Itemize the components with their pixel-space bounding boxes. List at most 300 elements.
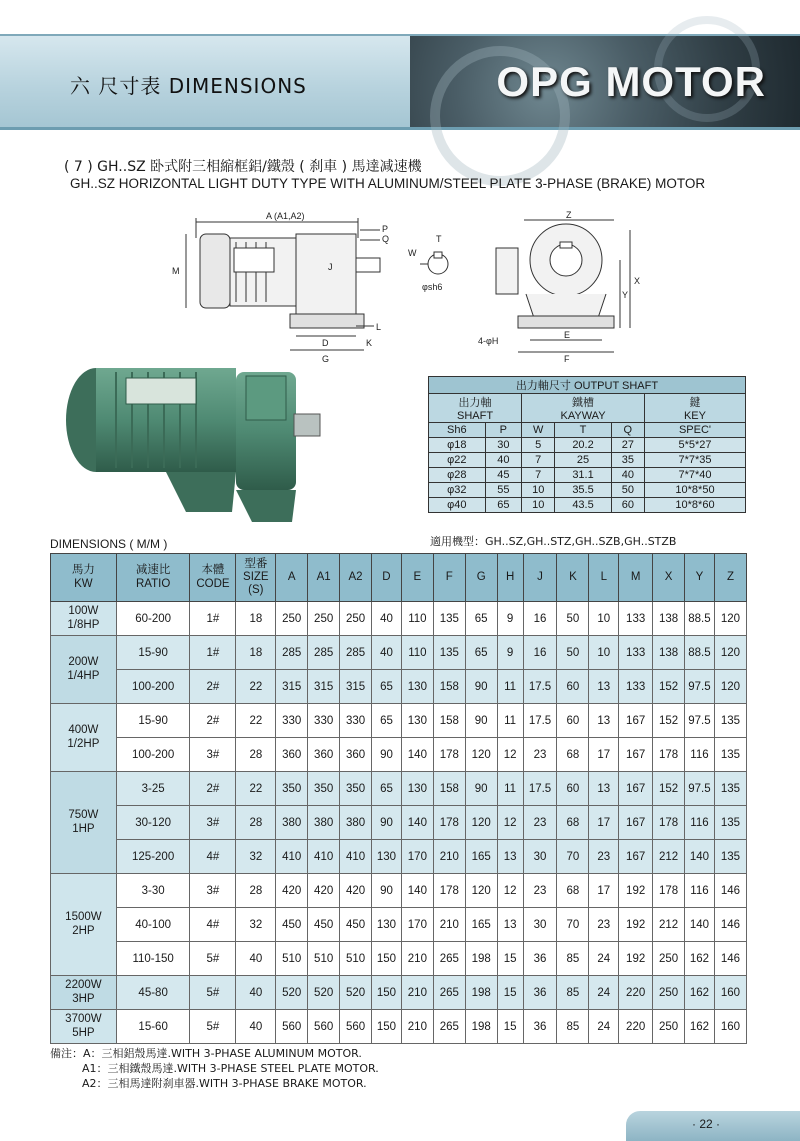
value-cell: 167 (619, 840, 653, 874)
value-cell: 5# (190, 976, 236, 1010)
value-cell: 135 (714, 806, 746, 840)
value-cell: 130 (372, 908, 402, 942)
shaft-col-p: P (485, 423, 521, 438)
kw-cell: 3700W 5HP (51, 1010, 117, 1044)
value-cell: 90 (372, 874, 402, 908)
value-cell: 12 (497, 738, 523, 772)
value-cell: 30 (523, 840, 557, 874)
value-cell: 4# (190, 840, 236, 874)
shaft-row (429, 453, 746, 468)
shaft-cell: 40 (485, 453, 521, 468)
shaft-cell: 25 (555, 453, 611, 468)
header-letter: H (497, 554, 523, 602)
value-cell: 250 (308, 602, 340, 636)
header-letter: F (433, 554, 465, 602)
value-cell: 15 (497, 1010, 523, 1044)
dimensions-table (50, 553, 747, 1044)
value-cell: 3# (190, 738, 236, 772)
value-cell: 178 (653, 738, 685, 772)
value-cell: 65 (372, 704, 402, 738)
value-cell: 110 (401, 602, 433, 636)
value-cell: 210 (401, 942, 433, 976)
value-cell: 133 (619, 670, 653, 704)
dim-label-e: E (564, 330, 571, 340)
dim-label-g: G (322, 354, 330, 364)
value-cell: 510 (308, 942, 340, 976)
value-cell: 125-200 (116, 840, 190, 874)
shaft-cell: φ22 (429, 453, 486, 468)
value-cell: 250 (276, 602, 308, 636)
value-cell: 22 (236, 704, 276, 738)
output-shaft-title: 出力軸尺寸 OUTPUT SHAFT (429, 377, 746, 394)
dim-label-k: K (366, 338, 373, 348)
value-cell: 85 (557, 1010, 589, 1044)
value-cell: 120 (465, 874, 497, 908)
value-cell: 28 (236, 874, 276, 908)
header-size: 型番 SIZE (S) (236, 554, 276, 602)
applicable-models: 適用機型：GH..SZ,GH..STZ,GH..SZB,GH..STZB (430, 535, 677, 548)
value-cell: 198 (465, 976, 497, 1010)
value-cell: 70 (557, 908, 589, 942)
value-cell: 130 (401, 772, 433, 806)
value-cell: 40 (372, 636, 402, 670)
subtitle-chinese: ( 7 ) GH..SZ 卧式附三相縮框鋁/鐵殼 ( 刹車 ) 馬達减速機 (64, 159, 422, 175)
value-cell: 350 (308, 772, 340, 806)
kw-cell: 1500W 2HP (51, 874, 117, 976)
value-cell: 13 (589, 704, 619, 738)
value-cell: 198 (465, 942, 497, 976)
value-cell: 17 (589, 806, 619, 840)
table-row (51, 806, 747, 840)
shaft-cell: 7*7*35 (644, 453, 745, 468)
value-cell: 50 (557, 602, 589, 636)
value-cell: 15-90 (116, 636, 190, 670)
value-cell: 135 (714, 840, 746, 874)
table-row (51, 636, 747, 670)
value-cell: 178 (653, 874, 685, 908)
value-cell: 17.5 (523, 772, 557, 806)
header-letter: L (589, 554, 619, 602)
shaft-cell: 40 (611, 468, 644, 483)
value-cell: 12 (497, 874, 523, 908)
value-cell: 18 (236, 602, 276, 636)
dim-label-z: Z (566, 210, 572, 220)
value-cell: 116 (685, 874, 715, 908)
value-cell: 13 (589, 670, 619, 704)
value-cell: 9 (497, 636, 523, 670)
header-letter: E (401, 554, 433, 602)
shaft-cell: 45 (485, 468, 521, 483)
shaft-cell: 60 (611, 498, 644, 513)
value-cell: 100-200 (116, 738, 190, 772)
value-cell: 17 (589, 738, 619, 772)
shaft-cell: 10 (522, 483, 555, 498)
value-cell: 13 (497, 840, 523, 874)
shaft-cell: 10*8*50 (644, 483, 745, 498)
table-row (51, 908, 747, 942)
page-title: 六 尺寸表 DIMENSIONS (70, 74, 307, 98)
value-cell: 133 (619, 636, 653, 670)
value-cell: 68 (557, 806, 589, 840)
shaft-row (429, 483, 746, 498)
value-cell: 265 (433, 1010, 465, 1044)
value-cell: 520 (276, 976, 308, 1010)
table-row (51, 942, 747, 976)
value-cell: 158 (433, 670, 465, 704)
shaft-cell: 43.5 (555, 498, 611, 513)
shaft-col-spec: SPEC' (644, 423, 745, 438)
dim-label-w: W (408, 248, 417, 258)
dim-label-d: D (322, 338, 329, 348)
value-cell: 265 (433, 976, 465, 1010)
header-letter: X (653, 554, 685, 602)
value-cell: 178 (433, 738, 465, 772)
table-row (51, 704, 747, 738)
dim-label-h: 4-φH (478, 336, 499, 346)
value-cell: 45-80 (116, 976, 190, 1010)
value-cell: 140 (685, 908, 715, 942)
value-cell: 24 (589, 942, 619, 976)
value-cell: 22 (236, 772, 276, 806)
value-cell: 85 (557, 942, 589, 976)
value-cell: 210 (433, 840, 465, 874)
value-cell: 285 (340, 636, 372, 670)
shaft-cell: φ28 (429, 468, 486, 483)
front-view-drawing (474, 208, 654, 364)
value-cell: 5# (190, 942, 236, 976)
header-letter: J (523, 554, 557, 602)
value-cell: 17 (589, 874, 619, 908)
table-row (51, 670, 747, 704)
value-cell: 162 (685, 1010, 715, 1044)
shaft-cell: φ18 (429, 438, 486, 453)
shaft-cell: 35 (611, 453, 644, 468)
value-cell: 11 (497, 670, 523, 704)
value-cell: 178 (653, 806, 685, 840)
shaft-cell: 5 (522, 438, 555, 453)
value-cell: 23 (523, 806, 557, 840)
page-number: · 22 · (692, 1117, 721, 1131)
header-letter: A1 (308, 554, 340, 602)
subtitle-english: GH..SZ HORIZONTAL LIGHT DUTY TYPE WITH ALUMINUM/STEEL PLATE 3-PHASE (BRAKE) MOTOR (70, 176, 706, 191)
value-cell: 140 (401, 874, 433, 908)
header-letter: M (619, 554, 653, 602)
value-cell: 410 (276, 840, 308, 874)
value-cell: 167 (619, 738, 653, 772)
shaft-col-q: Q (611, 423, 644, 438)
value-cell: 146 (714, 874, 746, 908)
shaft-row (429, 468, 746, 483)
value-cell: 88.5 (685, 636, 715, 670)
value-cell: 350 (276, 772, 308, 806)
value-cell: 60 (557, 704, 589, 738)
value-cell: 40 (236, 976, 276, 1010)
value-cell: 250 (653, 942, 685, 976)
value-cell: 36 (523, 942, 557, 976)
value-cell: 68 (557, 738, 589, 772)
value-cell: 90 (465, 670, 497, 704)
shaft-cell: φ32 (429, 483, 486, 498)
value-cell: 130 (401, 670, 433, 704)
value-cell: 120 (465, 738, 497, 772)
value-cell: 138 (653, 602, 685, 636)
value-cell: 70 (557, 840, 589, 874)
dim-label-t: T (436, 234, 442, 244)
value-cell: 23 (523, 874, 557, 908)
value-cell: 152 (653, 704, 685, 738)
value-cell: 120 (714, 602, 746, 636)
value-cell: 36 (523, 1010, 557, 1044)
value-cell: 170 (401, 840, 433, 874)
shaft-cell: φ40 (429, 498, 486, 513)
value-cell: 170 (401, 908, 433, 942)
value-cell: 520 (308, 976, 340, 1010)
value-cell: 167 (619, 704, 653, 738)
motor-photo (56, 352, 376, 530)
value-cell: 90 (372, 806, 402, 840)
value-cell: 450 (308, 908, 340, 942)
value-cell: 2# (190, 670, 236, 704)
value-cell: 152 (653, 670, 685, 704)
value-cell: 90 (465, 772, 497, 806)
value-cell: 40 (236, 942, 276, 976)
value-cell: 198 (465, 1010, 497, 1044)
value-cell: 18 (236, 636, 276, 670)
value-cell: 192 (619, 874, 653, 908)
shaft-cell: 7 (522, 468, 555, 483)
shaft-cell: 5*5*27 (644, 438, 745, 453)
value-cell: 160 (714, 1010, 746, 1044)
value-cell: 152 (653, 772, 685, 806)
value-cell: 178 (433, 874, 465, 908)
value-cell: 420 (308, 874, 340, 908)
value-cell: 135 (714, 772, 746, 806)
header-letter: A (276, 554, 308, 602)
table-row (51, 772, 747, 806)
value-cell: 10 (589, 636, 619, 670)
value-cell: 12 (497, 806, 523, 840)
shaft-cell: 7 (522, 453, 555, 468)
note-a2: A2：三相馬達附刹車器.WITH 3-PHASE BRAKE MOTOR. (82, 1077, 367, 1090)
header-ratio: 减速比 RATIO (116, 554, 190, 602)
value-cell: 15 (497, 976, 523, 1010)
value-cell: 4# (190, 908, 236, 942)
value-cell: 65 (372, 772, 402, 806)
value-cell: 15-60 (116, 1010, 190, 1044)
value-cell: 315 (340, 670, 372, 704)
value-cell: 450 (276, 908, 308, 942)
value-cell: 60 (557, 772, 589, 806)
value-cell: 40 (372, 602, 402, 636)
value-cell: 23 (523, 738, 557, 772)
notes (50, 1046, 379, 1091)
dim-label-p: P (382, 224, 389, 234)
kw-cell: 100W 1/8HP (51, 602, 117, 636)
value-cell: 15-90 (116, 704, 190, 738)
value-cell: 30 (523, 908, 557, 942)
value-cell: 120 (714, 670, 746, 704)
note-a1: A1：三相鐵殼馬達.WITH 3-PHASE STEEL PLATE MOTOR. (82, 1062, 379, 1075)
value-cell: 165 (465, 840, 497, 874)
value-cell: 16 (523, 602, 557, 636)
value-cell: 88.5 (685, 602, 715, 636)
value-cell: 13 (497, 908, 523, 942)
value-cell: 40 (236, 1010, 276, 1044)
shaft-cell: 35.5 (555, 483, 611, 498)
table-row (51, 976, 747, 1010)
value-cell: 97.5 (685, 670, 715, 704)
value-cell: 360 (308, 738, 340, 772)
dim-label-x: X (634, 276, 641, 286)
value-cell: 380 (308, 806, 340, 840)
value-cell: 360 (340, 738, 372, 772)
value-cell: 15 (497, 942, 523, 976)
value-cell: 520 (340, 976, 372, 1010)
value-cell: 250 (340, 602, 372, 636)
dimensions-label: DIMENSIONS ( M/M ) (50, 537, 168, 551)
kw-cell: 750W 1HP (51, 772, 117, 874)
value-cell: 3-25 (116, 772, 190, 806)
value-cell: 13 (589, 772, 619, 806)
table-row (51, 1010, 747, 1044)
value-cell: 330 (308, 704, 340, 738)
table-row (51, 738, 747, 772)
value-cell: 150 (372, 976, 402, 1010)
value-cell: 192 (619, 908, 653, 942)
value-cell: 90 (372, 738, 402, 772)
value-cell: 3# (190, 806, 236, 840)
value-cell: 450 (340, 908, 372, 942)
value-cell: 17.5 (523, 704, 557, 738)
shaft-cell: 65 (485, 498, 521, 513)
shaft-cell: 50 (611, 483, 644, 498)
dim-label-y: Y (622, 290, 629, 300)
shaft-cell: 27 (611, 438, 644, 453)
value-cell: 220 (619, 976, 653, 1010)
value-cell: 32 (236, 908, 276, 942)
dim-label-m: M (172, 266, 180, 276)
note-a: 備注：A：三相鋁殼馬達.WITH 3-PHASE ALUMINUM MOTOR. (50, 1047, 362, 1060)
value-cell: 210 (401, 976, 433, 1010)
value-cell: 140 (401, 738, 433, 772)
value-cell: 135 (714, 738, 746, 772)
value-cell: 65 (465, 636, 497, 670)
value-cell: 97.5 (685, 704, 715, 738)
value-cell: 560 (340, 1010, 372, 1044)
value-cell: 140 (401, 806, 433, 840)
dim-label-sh6: φsh6 (422, 282, 443, 292)
value-cell: 135 (433, 602, 465, 636)
value-cell: 212 (653, 908, 685, 942)
value-cell: 146 (714, 908, 746, 942)
value-cell: 3-30 (116, 874, 190, 908)
shaft-col-t: T (555, 423, 611, 438)
value-cell: 85 (557, 976, 589, 1010)
value-cell: 16 (523, 636, 557, 670)
value-cell: 138 (653, 636, 685, 670)
value-cell: 330 (340, 704, 372, 738)
value-cell: 3# (190, 874, 236, 908)
value-cell: 1# (190, 602, 236, 636)
value-cell: 22 (236, 670, 276, 704)
value-cell: 120 (714, 636, 746, 670)
shaft-row (429, 498, 746, 513)
shaft-group-header: 出力軸 SHAFT (429, 394, 522, 423)
value-cell: 1# (190, 636, 236, 670)
key-group-header: 鍵 KEY (644, 394, 745, 423)
kw-cell: 200W 1/4HP (51, 636, 117, 704)
table-row (51, 874, 747, 908)
value-cell: 68 (557, 874, 589, 908)
value-cell: 60-200 (116, 602, 190, 636)
value-cell: 24 (589, 976, 619, 1010)
value-cell: 150 (372, 1010, 402, 1044)
kw-cell: 2200W 3HP (51, 976, 117, 1010)
dim-label-j: J (328, 262, 333, 272)
value-cell: 30-120 (116, 806, 190, 840)
header-kw: 馬力 KW (51, 554, 117, 602)
value-cell: 285 (308, 636, 340, 670)
value-cell: 110-150 (116, 942, 190, 976)
value-cell: 23 (589, 840, 619, 874)
shaft-cell: 10*8*60 (644, 498, 745, 513)
value-cell: 133 (619, 602, 653, 636)
value-cell: 100-200 (116, 670, 190, 704)
value-cell: 380 (340, 806, 372, 840)
value-cell: 178 (433, 806, 465, 840)
value-cell: 135 (433, 636, 465, 670)
shaft-row (429, 438, 746, 453)
value-cell: 130 (401, 704, 433, 738)
value-cell: 11 (497, 772, 523, 806)
value-cell: 510 (340, 942, 372, 976)
page-number-tab (626, 1111, 800, 1141)
kw-cell: 400W 1/2HP (51, 704, 117, 772)
value-cell: 160 (714, 976, 746, 1010)
dim-label-q: Q (382, 234, 390, 244)
value-cell: 9 (497, 602, 523, 636)
value-cell: 360 (276, 738, 308, 772)
value-cell: 420 (340, 874, 372, 908)
value-cell: 2# (190, 704, 236, 738)
brand-logo: OPG MOTOR (496, 58, 766, 105)
value-cell: 158 (433, 704, 465, 738)
dim-label-l: L (376, 322, 382, 332)
value-cell: 140 (685, 840, 715, 874)
value-cell: 135 (714, 704, 746, 738)
value-cell: 97.5 (685, 772, 715, 806)
value-cell: 23 (589, 908, 619, 942)
value-cell: 32 (236, 840, 276, 874)
value-cell: 165 (465, 908, 497, 942)
value-cell: 28 (236, 806, 276, 840)
value-cell: 162 (685, 976, 715, 1010)
shaft-col-sh6: Sh6 (429, 423, 486, 438)
value-cell: 265 (433, 942, 465, 976)
shaft-cell: 30 (485, 438, 521, 453)
output-shaft-table (428, 376, 746, 513)
value-cell: 350 (340, 772, 372, 806)
value-cell: 167 (619, 772, 653, 806)
value-cell: 146 (714, 942, 746, 976)
value-cell: 420 (276, 874, 308, 908)
value-cell: 192 (619, 942, 653, 976)
value-cell: 40-100 (116, 908, 190, 942)
value-cell: 10 (589, 602, 619, 636)
value-cell: 116 (685, 806, 715, 840)
value-cell: 50 (557, 636, 589, 670)
value-cell: 60 (557, 670, 589, 704)
